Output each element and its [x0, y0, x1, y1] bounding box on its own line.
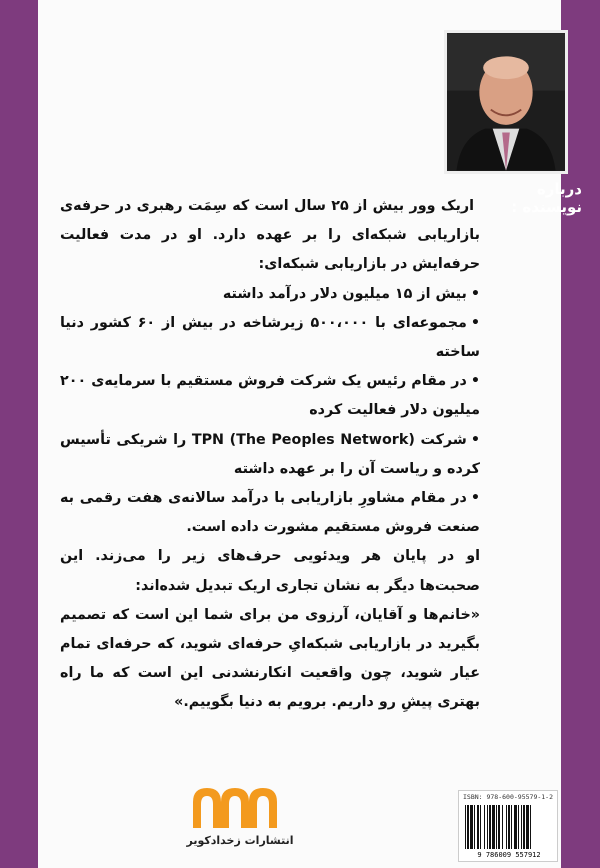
bio-intro: اریک وور بیش از ۲۵ سال است که سِمَت رهبری در حرفه‌ی بازاریابی شبکه‌ای را بر عهده دارد. او در مدت فعالیت حرفه‌ایش در بازاریابی شبکه‌ای:	[60, 198, 480, 273]
author-portrait-image	[447, 33, 565, 171]
isbn-number: ISBN: 978-600-95579-1-2	[463, 793, 554, 801]
bio-outro: او در پایان هر ویدئویی حرف‌های زیر را می‌زند. این صحبت‌ها دیگر به نشان تجاری اریک تبدیل شده‌اند:	[60, 548, 480, 594]
author-section-label: درباره نویسنده :	[511, 180, 582, 216]
company-prefix: شرکت	[420, 431, 467, 448]
publisher-name: انتشارات زخدادکویر	[186, 834, 294, 847]
bio-bullet-2: • مجموعه‌ای با ۵۰۰،۰۰۰ زیرشاخه در بیش از ۶۰ کشور دنیا ساخته	[60, 309, 480, 367]
author-photo	[444, 30, 568, 174]
company-text: را شریکی تأسیس کرده و ریاست آن را بر عهده داشته	[60, 431, 480, 477]
bio-bullet-4	[60, 426, 480, 484]
isbn-barcode-box	[458, 790, 558, 862]
barcode-icon	[463, 803, 555, 859]
bio-quote: «خانم‌ها و آقایان، آرزوی من برای شما این است که تصمیم بگیرید در بازاریابی شبکه‌ایِ حرفه‌ای شوید، که حرفه‌ای تمام عیار شوید، چون واقعیت انکارنشدنی این است که ما راه بهتری پیشِ رو داریم. برویم به دنیا بگوییم.»	[60, 606, 480, 711]
company-name: TPN (The Peoples Network)	[191, 431, 415, 448]
barcode-digits: 9 786009 557912	[477, 851, 541, 859]
publisher-logo-mark	[185, 780, 285, 832]
bio-bullet-1: • بیش از ۱۵ میلیون دلار درآمد داشته	[60, 280, 480, 309]
author-bio	[60, 192, 480, 718]
bio-bullet-3: • در مقام رئیس یک شرکت فروش مستقیم با سرمایه‌ی ۲۰۰ میلیون دلار فعالیت کرده	[60, 367, 480, 425]
bio-bullet-5: • در مقام مشاورِ بازاریابی با درآمد سالانه‌ی هفت رقمی به صنعت فروش مستقیم مشورت داده است.	[60, 484, 480, 542]
